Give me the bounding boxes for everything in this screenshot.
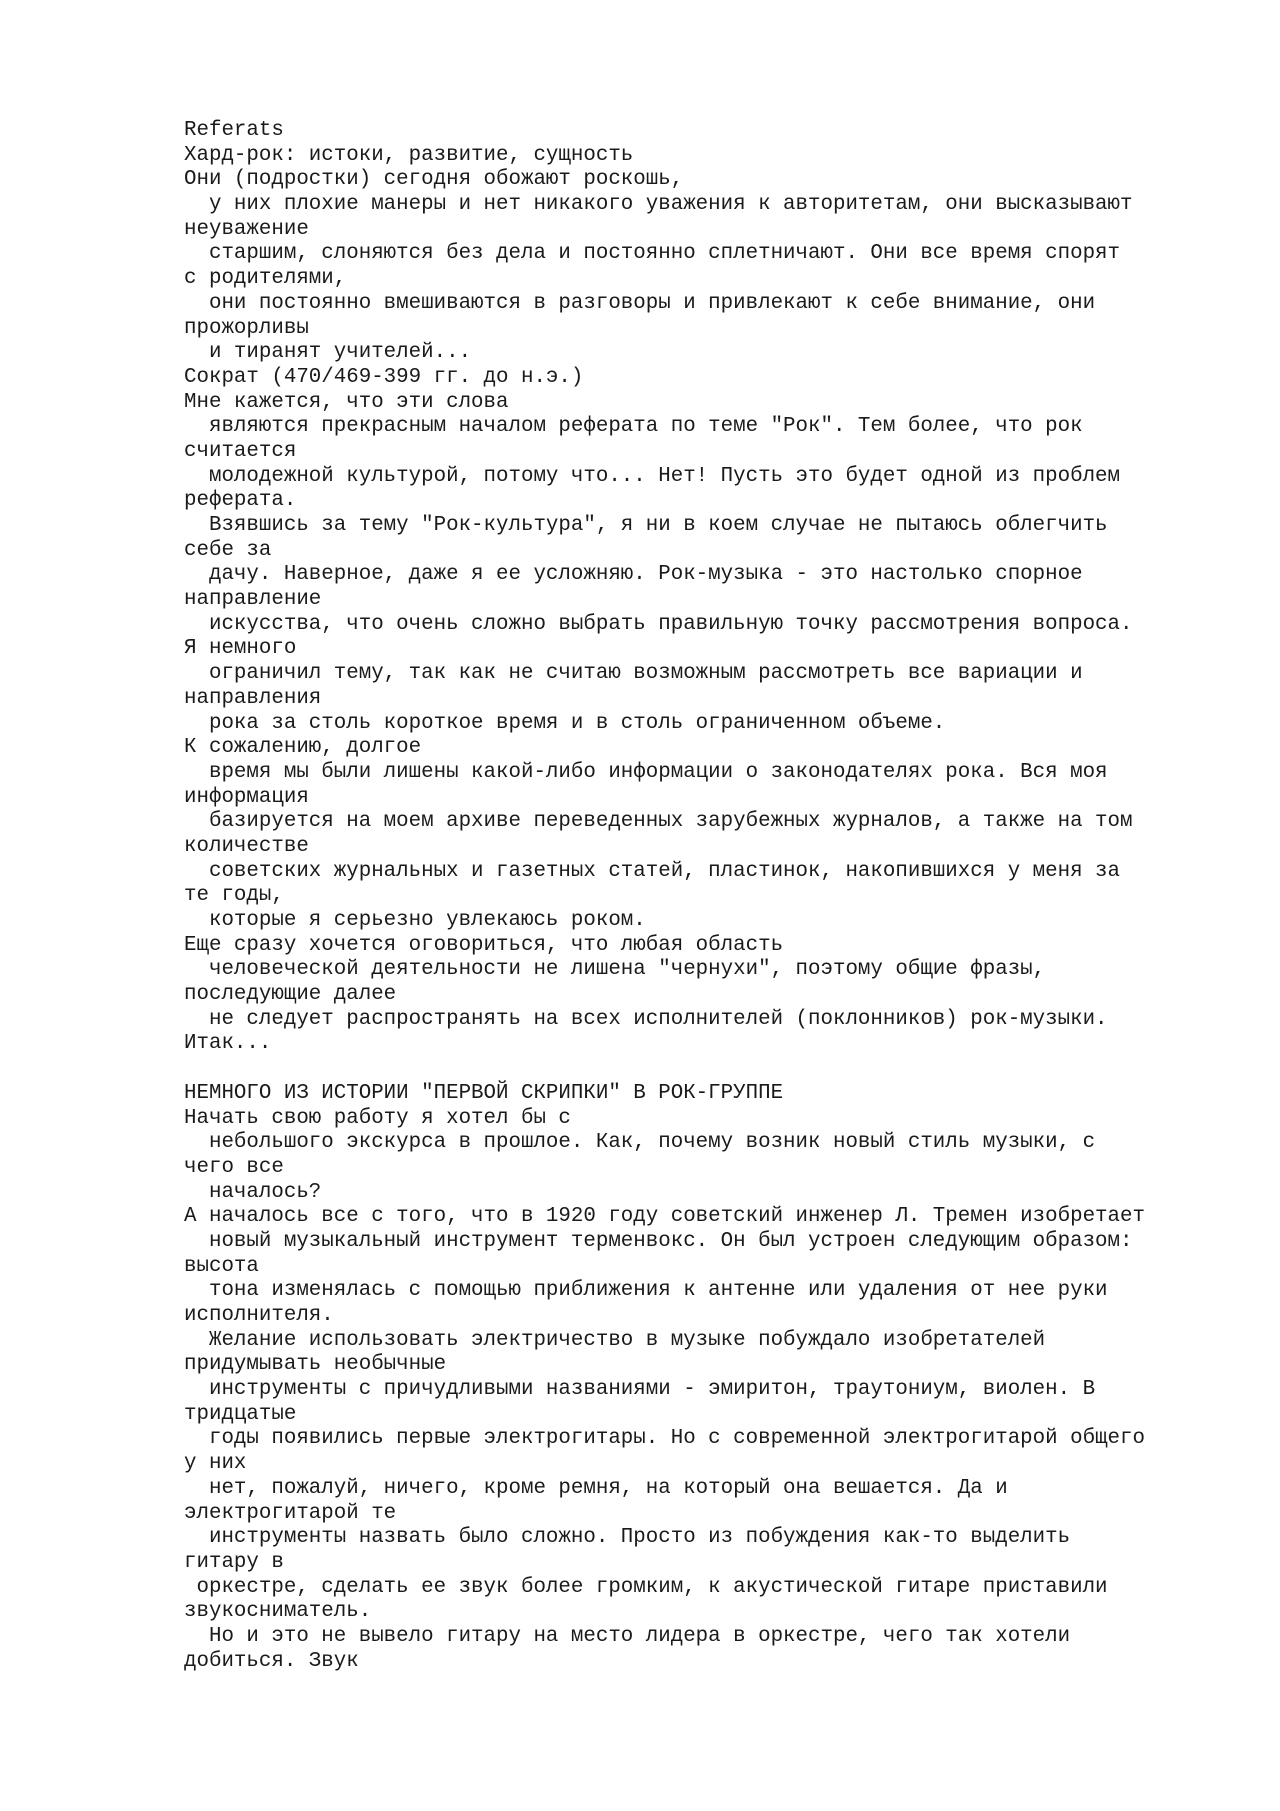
document-text-line: у них — [184, 1452, 247, 1476]
document-text-line: придумывать необычные — [184, 1353, 447, 1377]
document-text-line: Взявшись за тему "Рок-культура", я ни в коем случае не пытаюсь облегчить — [184, 514, 1108, 537]
document-text-line — [184, 1057, 1224, 1082]
document-text-line: которые я серьезно увлекаюсь роком. — [184, 909, 646, 932]
document-text-line: Referats — [184, 119, 284, 142]
document-text-line: направления — [184, 686, 322, 710]
document-text-line: с родителями, — [184, 267, 347, 291]
document-text-line: Сократ (470/469-399 гг. до н.э.) — [184, 365, 584, 389]
document-text-line: гитару в — [184, 1550, 284, 1574]
document-text-line: инструменты с причудливыми названиями - эмиритон, траутониум, виолен. В — [184, 1378, 1096, 1402]
document-text-line: себе за — [184, 538, 272, 562]
document-text-line: чего все — [184, 1155, 284, 1179]
document-text-line: человеческой деятельности не лишена "чернухи", поэтому общие фразы, — [184, 958, 1046, 982]
document-text-line: звукосниматель. — [184, 1600, 372, 1624]
document-text-line: Мне кажется, что эти слова — [184, 390, 509, 414]
document-text-line: информация — [184, 785, 309, 809]
document-text-line: Хард-рок: истоки, развитие, сущность — [184, 143, 634, 167]
document-text-line: у них плохие манеры и нет никакого уважения к авторитетам, они высказывают — [184, 193, 1133, 217]
document-body-text — [184, 119, 1224, 1674]
document-text-line: А началось все с того, что в 1920 году советский инженер Л. Тремен изобретает — [184, 1205, 1145, 1229]
document-text-line: Еще сразу хочется оговориться, что любая область — [184, 933, 784, 957]
document-text-line: неуважение — [184, 217, 309, 241]
document-text-line: оркестре, сделать ее звук более громким, к акустической гитаре приставили — [184, 1575, 1108, 1599]
document-text-line: Я немного — [184, 637, 297, 661]
document-text-line: Желание использовать электричество в музыке побуждало изобретателей — [184, 1328, 1046, 1352]
document-text-line: Итак... — [184, 1032, 272, 1056]
document-text-line: исполнителя. — [184, 1304, 334, 1327]
document-text-line: нет, пожалуй, ничего, кроме ремня, на который она вешается. Да и — [184, 1476, 1008, 1500]
document-text-line: небольшого экскурса в прошлое. Как, почему возник новый стиль музыки, с — [184, 1131, 1096, 1155]
document-text-line: они постоянно вмешиваются в разговоры и привлекают к себе внимание, они — [184, 291, 1096, 315]
document-text-line: Они (подростки) сегодня обожают роскошь, — [184, 168, 684, 192]
document-text-line: последующие далее — [184, 983, 397, 1007]
document-text-line: количестве — [184, 834, 309, 858]
document-text-line: тона изменялась с помощью приближения к антенне или удаления от нее руки — [184, 1279, 1108, 1303]
document-text-line: старшим, слоняются без дела и постоянно сплетничают. Они все время спорят — [184, 242, 1121, 266]
document-text-line: добиться. Звук — [184, 1649, 359, 1673]
document-text-line: реферата. — [184, 489, 297, 513]
document-text-line: искусства, что очень сложно выбрать правильную точку рассмотрения вопроса. — [184, 612, 1133, 636]
document-text-line: новый музыкальный инструмент терменвокс. Он был устроен следующим образом: — [184, 1229, 1133, 1253]
document-text-line: базируется на моем архиве переведенных зарубежных журналов, а также на том — [184, 810, 1133, 834]
document-text-line: считается — [184, 439, 297, 463]
document-text-line: молодежной культурой, потому что... Нет! Пусть это будет одной из проблем — [184, 464, 1121, 488]
document-text-line: прожорливы — [184, 316, 309, 340]
document-text-line: не следует распространять на всех исполнителей (поклонников) рок-музыки. — [184, 1007, 1108, 1031]
document-text-line: дачу. Наверное, даже я ее усложняю. Рок-музыка - это настолько спорное — [184, 563, 1083, 587]
document-text-line: началось? — [184, 1180, 322, 1204]
document-text-line: К сожалению, долгое — [184, 736, 422, 760]
document-text-line: годы появились первые электрогитары. Но с современной электрогитарой общего — [184, 1427, 1145, 1451]
document-text-line: инструменты назвать было сложно. Просто из побуждения как-то выделить — [184, 1526, 1071, 1550]
document-text-line: время мы были лишены какой-либо информации о законодателях рока. Вся моя — [184, 760, 1108, 784]
document-text-line: НЕМНОГО ИЗ ИСТОРИИ "ПЕРВОЙ СКРИПКИ" В РОК-ГРУППЕ — [184, 1081, 784, 1105]
document-text-line: советских журнальных и газетных статей, пластинок, накопившихся у меня за — [184, 859, 1121, 883]
document-text-line: и тиранят учителей... — [184, 341, 472, 365]
document-text-line: направление — [184, 588, 322, 612]
document-text-line: Начать свою работу я хотел бы с — [184, 1106, 571, 1130]
document-text-line: высота — [184, 1254, 259, 1278]
document-text-line: рока за столь короткое время и в столь ограниченном объеме. — [184, 711, 946, 735]
document-text-line: тридцатые — [184, 1402, 297, 1426]
document-text-line: являются прекрасным началом реферата по теме "Рок". Тем более, что рок — [184, 415, 1083, 439]
document-text-line: Но и это не вывело гитару на место лидера в оркестре, чего так хотели — [184, 1624, 1071, 1648]
document-text-line: те годы, — [184, 884, 284, 908]
document-text-line: ограничил тему, так как не считаю возможным рассмотреть все вариации и — [184, 662, 1083, 686]
document-text-line: электрогитарой те — [184, 1501, 397, 1525]
